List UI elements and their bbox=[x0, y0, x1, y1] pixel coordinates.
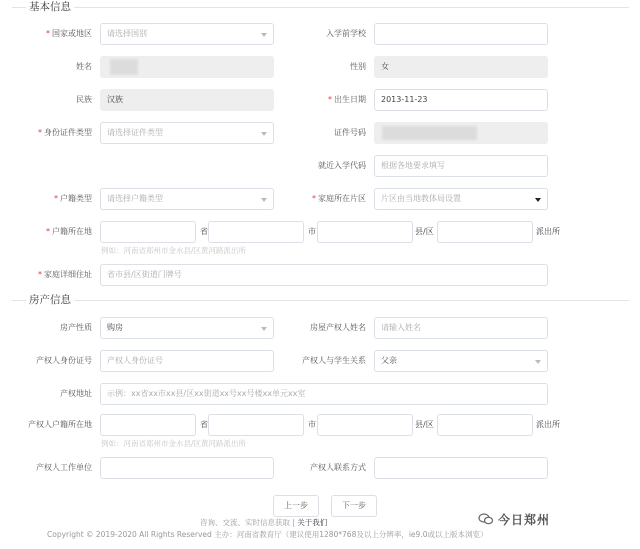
owner-hukou-label: 产权人户籍所在地 bbox=[28, 420, 92, 429]
home-district-label: * 家庭所在片区 bbox=[312, 194, 366, 203]
hukou-location-hint: 例如：河南省郑州市金水县/区黄河路派出所 bbox=[101, 246, 247, 255]
basic-section-title: 基本信息 bbox=[26, 0, 74, 14]
watermark-text: 今日郑州 bbox=[498, 512, 551, 527]
id-number-label: 证件号码 bbox=[334, 128, 366, 137]
redacted-name bbox=[110, 59, 138, 75]
home-district-select[interactable]: 片区由当地教体局设置 bbox=[374, 188, 548, 210]
gender-label: 性别 bbox=[350, 62, 366, 71]
owner-work-input[interactable] bbox=[100, 457, 274, 479]
owner-hukou-station-input[interactable] bbox=[437, 414, 533, 436]
redacted-id-number bbox=[382, 126, 477, 140]
hukou-station-input[interactable] bbox=[437, 221, 533, 243]
owner-hukou-hint: 例如：河南省郑州市金水县/区黄河路派出所 bbox=[101, 439, 247, 448]
hukou-city-input[interactable] bbox=[208, 221, 304, 243]
chevron-down-icon bbox=[535, 360, 541, 364]
property-address-label: 产权地址 bbox=[60, 389, 92, 398]
name-label: 姓名 bbox=[76, 62, 92, 71]
basic-section-divider bbox=[12, 7, 629, 8]
property-nature-select[interactable]: 购房 bbox=[100, 317, 274, 339]
next-step-button[interactable]: 下一步 bbox=[331, 495, 377, 517]
nearby-code-input[interactable]: 根据各地要求填写 bbox=[374, 155, 548, 177]
county-suffix: 县/区 bbox=[415, 227, 434, 236]
owner-station-suffix: 派出所 bbox=[536, 420, 560, 429]
watermark bbox=[478, 509, 550, 529]
city-suffix: 市 bbox=[308, 227, 316, 236]
property-section-title: 房产信息 bbox=[26, 292, 74, 307]
ethnicity-field: 汉族 bbox=[100, 89, 274, 111]
hukou-province-input[interactable] bbox=[100, 221, 196, 243]
wechat-icon bbox=[478, 511, 494, 527]
hukou-type-select[interactable]: 请选择户籍类型 bbox=[100, 188, 274, 210]
hukou-type-label: * 户籍类型 bbox=[54, 194, 92, 203]
footer-links: 咨询、交流、实时信息获取 | 关于我们 bbox=[200, 518, 328, 527]
province-suffix: 省 bbox=[200, 227, 208, 236]
id-type-label: * 身份证件类型 bbox=[38, 128, 92, 137]
country-label: * 国家或地区 bbox=[46, 29, 92, 38]
property-nature-label: 房产性质 bbox=[60, 323, 92, 332]
footer-about-link[interactable]: 关于我们 bbox=[297, 518, 328, 527]
footer-copyright: Copyright © 2019-2020 All Rights Reserved 主办：河南省教育厅（建议使用1280*768及以上分辨率，ie9.0或以上版本浏览） bbox=[47, 530, 488, 539]
property-address-input[interactable]: 示例：xx省xx市xx县/区xx街道xx号xx号楼xx单元xx室 bbox=[100, 383, 548, 405]
owner-hukou-county-input[interactable] bbox=[317, 414, 413, 436]
caret-down-icon bbox=[535, 198, 541, 202]
birthdate-input[interactable]: 2013-11-23 bbox=[374, 89, 548, 111]
owner-work-label: 产权人工作单位 bbox=[36, 463, 92, 472]
station-suffix: 派出所 bbox=[536, 227, 560, 236]
relation-select[interactable]: 父亲 bbox=[374, 350, 548, 372]
prev-school-label: 入学前学校 bbox=[326, 29, 366, 38]
owner-name-input[interactable]: 请输入姓名 bbox=[374, 317, 548, 339]
hukou-location-label: * 户籍所在地 bbox=[46, 227, 92, 236]
owner-city-suffix: 市 bbox=[308, 420, 316, 429]
owner-contact-input[interactable] bbox=[374, 457, 548, 479]
property-section-divider bbox=[12, 300, 629, 301]
relation-label: 产权人与学生关系 bbox=[302, 356, 366, 365]
owner-hukou-province-input[interactable] bbox=[100, 414, 196, 436]
footer-info-link[interactable]: 咨询、交流、实时信息获取 bbox=[200, 518, 290, 527]
owner-contact-label: 产权人联系方式 bbox=[310, 463, 366, 472]
owner-hukou-city-input[interactable] bbox=[208, 414, 304, 436]
birthdate-label: * 出生日期 bbox=[328, 95, 366, 104]
owner-county-suffix: 县/区 bbox=[415, 420, 434, 429]
prev-school-input[interactable] bbox=[374, 23, 548, 45]
owner-province-suffix: 省 bbox=[200, 420, 208, 429]
home-address-label: * 家庭详细住址 bbox=[38, 270, 92, 279]
home-address-input[interactable]: 省市县/区街道门牌号 bbox=[100, 264, 548, 286]
country-select[interactable]: 请选择国别 bbox=[100, 23, 274, 45]
owner-name-label: 房屋产权人姓名 bbox=[310, 323, 366, 332]
id-type-select[interactable]: 请选择证件类型 bbox=[100, 122, 274, 144]
hukou-county-input[interactable] bbox=[317, 221, 413, 243]
gender-field: 女 bbox=[374, 56, 548, 78]
ethnicity-label: 民族 bbox=[76, 95, 92, 104]
prev-step-button[interactable]: 上一步 bbox=[273, 495, 319, 517]
owner-id-label: 产权人身份证号 bbox=[36, 356, 92, 365]
nearby-code-label: 就近入学代码 bbox=[318, 161, 366, 170]
owner-id-input[interactable]: 产权人身份证号 bbox=[100, 350, 274, 372]
